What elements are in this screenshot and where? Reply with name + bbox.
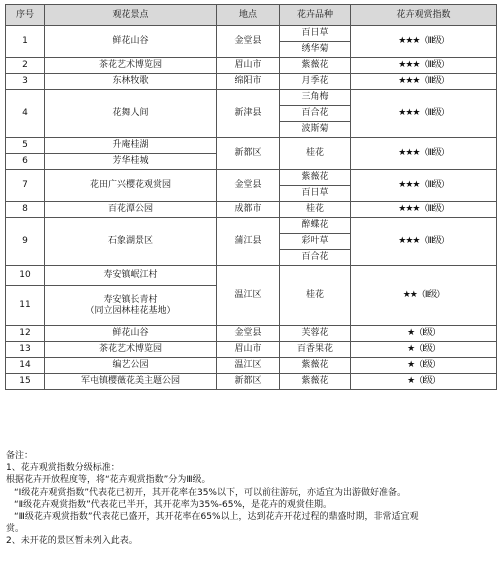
row-spot-line: （同立园林桂花基地） bbox=[85, 305, 176, 316]
row-place: 眉山市 bbox=[217, 342, 280, 358]
row-variety: 百合花 bbox=[280, 250, 351, 266]
table-row bbox=[6, 266, 497, 286]
row-place: 新都区 bbox=[217, 138, 280, 170]
row-index: ★（Ⅰ级） bbox=[351, 358, 497, 374]
row-variety: 紫薇花 bbox=[280, 170, 351, 186]
row-spot bbox=[45, 286, 217, 326]
table-row bbox=[6, 202, 497, 218]
notes-title: 备注： bbox=[6, 451, 34, 461]
header-variety: 花卉品种 bbox=[280, 5, 351, 26]
row-place: 成都市 bbox=[217, 202, 280, 218]
row-spot: 花舞人间 bbox=[45, 90, 217, 138]
row-spot: 花田广兴樱花观赏园 bbox=[45, 170, 217, 202]
row-no: 5 bbox=[6, 138, 45, 154]
table-row bbox=[6, 170, 497, 186]
row-variety: 芙蓉花 bbox=[280, 326, 351, 342]
row-index: ★★★（Ⅲ级） bbox=[351, 170, 497, 202]
table-row bbox=[6, 58, 497, 74]
row-variety: 百合花 bbox=[280, 106, 351, 122]
table-row bbox=[6, 138, 497, 154]
row-variety: 桂花 bbox=[280, 266, 351, 326]
row-index: ★★★（Ⅲ级） bbox=[351, 90, 497, 138]
row-spot: 鲜花山谷 bbox=[45, 26, 217, 58]
row-place: 新都区 bbox=[217, 374, 280, 390]
row-variety: 桂花 bbox=[280, 202, 351, 218]
notes-line: 2、未开花的景区暂未列入此表。 bbox=[6, 536, 138, 547]
row-place: 金堂县 bbox=[217, 26, 280, 58]
row-index: ★（Ⅰ级） bbox=[351, 374, 497, 390]
notes-line: 根据花卉开放程度等，将“花卉观赏指数”分为Ⅲ级。 bbox=[6, 475, 211, 486]
table-row bbox=[6, 74, 497, 90]
row-spot: 石象湖景区 bbox=[45, 218, 217, 266]
table-row bbox=[6, 326, 497, 342]
notes-line: 赏。 bbox=[6, 524, 25, 535]
row-spot: 芳华桂城 bbox=[45, 154, 217, 170]
row-no: 10 bbox=[6, 266, 45, 286]
row-variety: 桂花 bbox=[280, 138, 351, 170]
row-index: ★（Ⅰ级） bbox=[351, 342, 497, 358]
row-place: 眉山市 bbox=[217, 58, 280, 74]
row-variety: 百香果花 bbox=[280, 342, 351, 358]
table-row bbox=[6, 90, 497, 106]
row-no: 12 bbox=[6, 326, 45, 342]
row-variety: 三角梅 bbox=[280, 90, 351, 106]
row-index: ★★★（Ⅲ级） bbox=[351, 58, 497, 74]
header-index: 花卉观赏指数 bbox=[351, 5, 497, 26]
table-header-row bbox=[6, 5, 497, 26]
row-place: 温江区 bbox=[217, 358, 280, 374]
row-place: 金堂县 bbox=[217, 170, 280, 202]
row-no: 2 bbox=[6, 58, 45, 74]
row-spot: 寿安镇岷江村 bbox=[45, 266, 217, 286]
row-no: 6 bbox=[6, 154, 45, 170]
row-spot: 茶花艺术博览园 bbox=[45, 342, 217, 358]
row-spot: 升庵桂湖 bbox=[45, 138, 217, 154]
row-place: 绵阳市 bbox=[217, 74, 280, 90]
row-no: 11 bbox=[6, 286, 45, 326]
row-no: 3 bbox=[6, 74, 45, 90]
row-spot: 百花潭公园 bbox=[45, 202, 217, 218]
row-no: 9 bbox=[6, 218, 45, 266]
row-variety: 月季花 bbox=[280, 74, 351, 90]
row-index: ★★★（Ⅲ级） bbox=[351, 26, 497, 58]
row-variety: 百日草 bbox=[280, 186, 351, 202]
row-variety: 紫薇花 bbox=[280, 58, 351, 74]
notes-line: “Ⅰ级花卉观赏指数”代表花已初开，其开花率在35%以下，可以前往游玩，亦适宜为出游做好准备。 bbox=[14, 487, 406, 498]
row-no: 15 bbox=[6, 374, 45, 390]
notes-line: 1、花卉观赏指数分级标准： bbox=[6, 463, 120, 474]
notes-line: “Ⅱ级花卉观赏指数”代表花已半开，其开花率为35%-65%，是花卉的观赏佳期。 bbox=[14, 499, 333, 510]
row-variety: 波斯菊 bbox=[280, 122, 351, 138]
row-variety: 绣华菊 bbox=[280, 42, 351, 58]
row-index: ★（Ⅰ级） bbox=[351, 326, 497, 342]
notes-section bbox=[6, 450, 494, 548]
row-index: ★★（Ⅱ级） bbox=[351, 266, 497, 326]
row-spot: 茶花艺术博览园 bbox=[45, 58, 217, 74]
row-variety: 醉蝶花 bbox=[280, 218, 351, 234]
flower-viewing-table bbox=[5, 4, 497, 390]
row-place: 新津县 bbox=[217, 90, 280, 138]
row-variety: 紫薇花 bbox=[280, 374, 351, 390]
row-no: 13 bbox=[6, 342, 45, 358]
row-no: 1 bbox=[6, 26, 45, 58]
row-variety: 百日草 bbox=[280, 26, 351, 42]
header-no: 序号 bbox=[6, 5, 45, 26]
row-spot: 军屯镇樱薇花美主题公园 bbox=[45, 374, 217, 390]
row-index: ★★★（Ⅲ级） bbox=[351, 202, 497, 218]
table-row bbox=[6, 26, 497, 42]
table-row bbox=[6, 358, 497, 374]
row-spot: 编艺公园 bbox=[45, 358, 217, 374]
header-spot: 观花景点 bbox=[45, 5, 217, 26]
row-place: 金堂县 bbox=[217, 326, 280, 342]
row-no: 7 bbox=[6, 170, 45, 202]
row-spot-line: 寿安镇长青村 bbox=[103, 294, 158, 305]
table-row bbox=[6, 342, 497, 358]
row-index: ★★★（Ⅲ级） bbox=[351, 74, 497, 90]
notes-line: “Ⅲ级花卉观赏指数”代表花已盛开，其开花率在65%以上，达到花卉开花过程的鼎盛时期，非常适宜观 bbox=[14, 512, 419, 523]
row-place: 蒲江县 bbox=[217, 218, 280, 266]
header-place: 地点 bbox=[217, 5, 280, 26]
row-spot: 鲜花山谷 bbox=[45, 326, 217, 342]
row-spot: 东林牧歌 bbox=[45, 74, 217, 90]
row-variety: 彩叶草 bbox=[280, 234, 351, 250]
row-no: 8 bbox=[6, 202, 45, 218]
row-index: ★★★（Ⅲ级） bbox=[351, 218, 497, 266]
row-place: 温江区 bbox=[217, 266, 280, 326]
table-row bbox=[6, 218, 497, 234]
row-index: ★★★（Ⅲ级） bbox=[351, 138, 497, 170]
row-no: 14 bbox=[6, 358, 45, 374]
table-row bbox=[6, 374, 497, 390]
row-variety: 紫薇花 bbox=[280, 358, 351, 374]
row-no: 4 bbox=[6, 90, 45, 138]
